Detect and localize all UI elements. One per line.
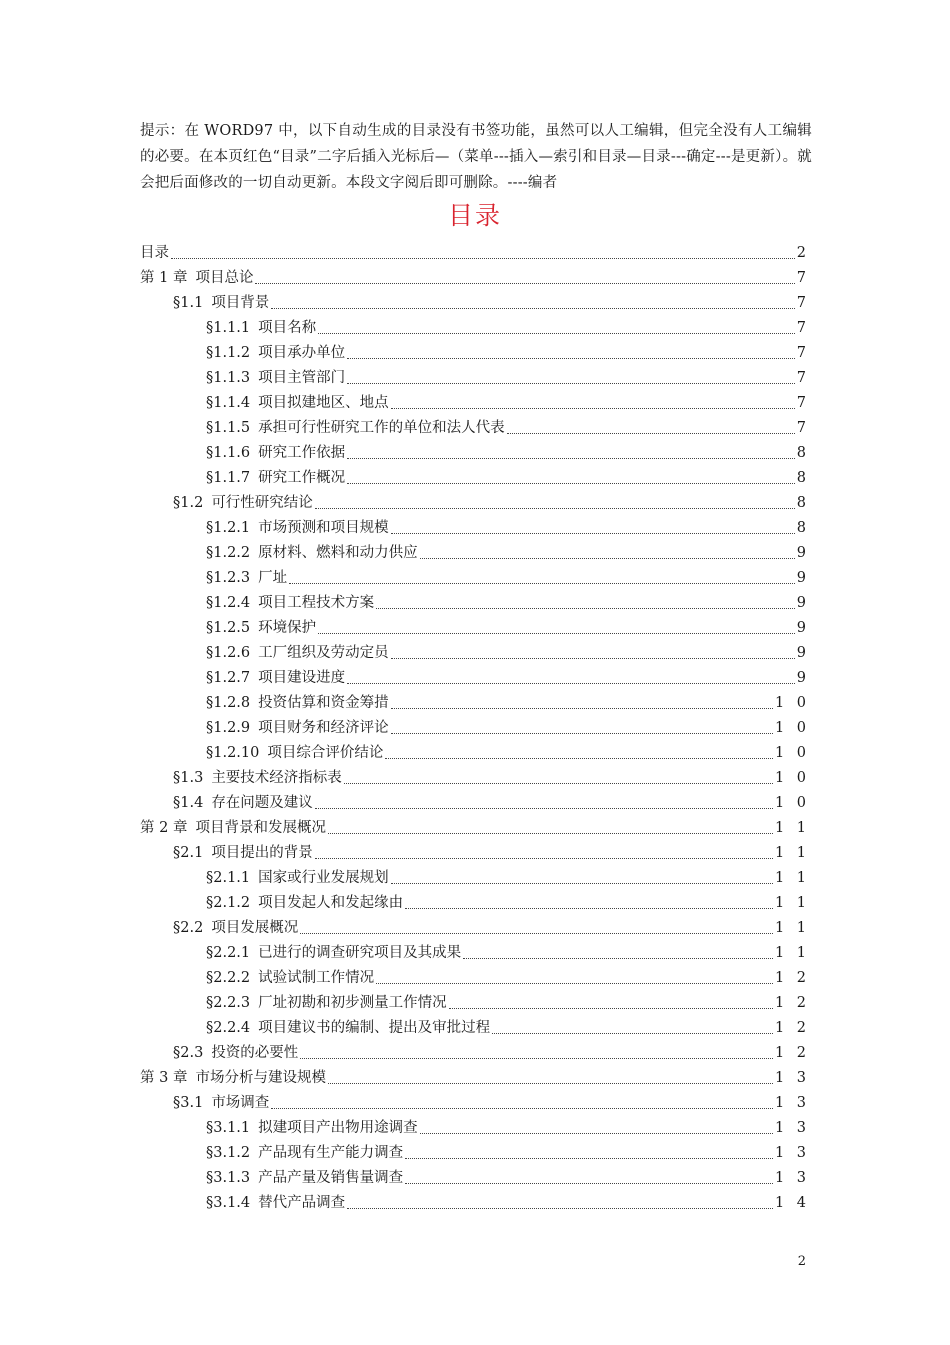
- toc-entry-label: 拟建项目产出物用途调查: [258, 1120, 418, 1136]
- toc-entry[interactable]: [140, 341, 810, 366]
- dot-leader: [300, 933, 773, 934]
- toc-entry-number: §1.2.5: [206, 620, 251, 636]
- toc-entry-number: §1.3: [173, 770, 204, 786]
- toc-entry-number: §3.1.1: [206, 1120, 251, 1136]
- toc-entry-number: §1.1.4: [206, 395, 251, 411]
- toc-entry-label: 项目发展概况: [211, 920, 299, 936]
- toc-entry-number: §2.1.1: [206, 870, 251, 886]
- toc-entry-label: 项目拟建地区、地点: [258, 395, 389, 411]
- toc-entry[interactable]: [140, 466, 810, 491]
- toc-entry-page: 9: [796, 545, 810, 561]
- editor-notice: 提示：在 WORD97 中，以下自动生成的目录没有书签功能，虽然可以人工编辑，但完全没有人工编辑的必要。在本页红色“目录”二字后插入光标后—（菜单---插入—索引和目录—目录---确定---是更新）。就会把后面修改的一切自动更新。本段文字阅后即可删除。----编者: [140, 123, 812, 191]
- toc-entry-page: 8: [796, 445, 810, 461]
- toc-entry-page: 8: [796, 520, 810, 536]
- toc-title[interactable]: 目录: [447, 201, 502, 230]
- toc-entry-number: §1.2: [173, 495, 204, 511]
- dot-leader: [315, 858, 773, 859]
- toc-entry[interactable]: [140, 1091, 810, 1116]
- toc-entry-number: §1.1.3: [206, 370, 251, 386]
- toc-entry[interactable]: [140, 616, 810, 641]
- toc-entry-label: 替代产品调查: [258, 1195, 346, 1211]
- toc-entry-page: 1 0: [774, 770, 810, 786]
- dot-leader: [449, 1008, 773, 1009]
- dot-leader: [463, 958, 773, 959]
- toc-entry-label: 目录: [140, 245, 169, 261]
- dot-leader: [420, 558, 795, 559]
- toc-entry-page: 1 1: [774, 820, 810, 836]
- toc-entry[interactable]: [140, 291, 810, 316]
- toc-entry-number: §1.1: [173, 295, 204, 311]
- toc-entry[interactable]: [140, 316, 810, 341]
- toc-entry-label: 项目提出的背景: [211, 845, 313, 861]
- toc-entry-page: 1 0: [774, 745, 810, 761]
- toc-entry-label: 项目主管部门: [258, 370, 346, 386]
- toc-entry-page: 1 1: [774, 870, 810, 886]
- toc-entry-page: 7: [796, 370, 810, 386]
- toc-entry[interactable]: [140, 1166, 810, 1191]
- toc-entry-label: 项目综合评价结论: [267, 745, 384, 761]
- toc-entry-number: §3.1.2: [206, 1145, 251, 1161]
- toc-entry-page: 1 3: [774, 1145, 810, 1161]
- dot-leader: [391, 883, 773, 884]
- dot-leader: [344, 783, 773, 784]
- toc-entry-page: 1 2: [774, 995, 810, 1011]
- toc-entry-page: 9: [796, 595, 810, 611]
- dot-leader: [347, 458, 795, 459]
- toc-entry-label: 研究工作依据: [258, 445, 346, 461]
- toc-entry[interactable]: [140, 691, 810, 716]
- toc-entry-number: §1.1.2: [206, 345, 251, 361]
- dot-leader: [391, 533, 795, 534]
- toc-entry-number: §2.3: [173, 1045, 204, 1061]
- dot-leader: [347, 358, 795, 359]
- toc-entry[interactable]: [140, 1016, 810, 1041]
- toc-entry[interactable]: [140, 841, 810, 866]
- toc-entry[interactable]: [140, 966, 810, 991]
- dot-leader: [405, 1183, 773, 1184]
- dot-leader: [318, 333, 795, 334]
- toc-entry[interactable]: [140, 416, 810, 441]
- toc-entry-page: 9: [796, 670, 810, 686]
- dot-leader: [391, 733, 773, 734]
- toc-entry-page: 1 3: [774, 1120, 810, 1136]
- toc-entry-number: §1.1.7: [206, 470, 251, 486]
- dot-leader: [405, 908, 773, 909]
- toc-entry-number: §1.1.6: [206, 445, 251, 461]
- toc-entry-number: §2.2.1: [206, 945, 251, 961]
- toc-entry-number: §1.2.8: [206, 695, 251, 711]
- toc-entry-label: 市场预测和项目规模: [258, 520, 389, 536]
- toc-entry[interactable]: [140, 866, 810, 891]
- toc-entry[interactable]: [140, 541, 810, 566]
- toc-entry-page: 7: [796, 270, 810, 286]
- toc-entry-page: 1 1: [774, 945, 810, 961]
- toc-entry-page: 9: [796, 620, 810, 636]
- toc-entry-page: 1 0: [774, 795, 810, 811]
- dot-leader: [376, 983, 773, 984]
- dot-leader: [376, 608, 795, 609]
- toc-entry-page: 7: [796, 420, 810, 436]
- toc-entry-label: 投资估算和资金筹措: [258, 695, 389, 711]
- toc-entry-number: §1.4: [173, 795, 204, 811]
- toc-entry[interactable]: [140, 391, 810, 416]
- toc-entry-number: §1.2.10: [206, 745, 260, 761]
- toc-entry[interactable]: [140, 1191, 810, 1216]
- toc-entry-number: §1.2.6: [206, 645, 251, 661]
- toc-entry-number: §1.2.4: [206, 595, 251, 611]
- toc-entry[interactable]: [140, 591, 810, 616]
- toc-entry-page: 1 2: [774, 1020, 810, 1036]
- toc-entry-page: 1 3: [774, 1095, 810, 1111]
- toc-entry-page: 7: [796, 295, 810, 311]
- toc-entry-label: 已进行的调查研究项目及其成果: [258, 945, 462, 961]
- toc-entry-page: 1 1: [774, 845, 810, 861]
- toc-entry[interactable]: [140, 366, 810, 391]
- toc-entry-number: §1.2.3: [206, 570, 251, 586]
- toc-entry-number: §2.1.2: [206, 895, 251, 911]
- toc-entry-label: 可行性研究结论: [211, 495, 313, 511]
- dot-leader: [420, 1133, 773, 1134]
- toc-entry-number: 第 3 章: [140, 1070, 188, 1086]
- toc-entry-number: §2.2.3: [206, 995, 251, 1011]
- page-number: 2: [797, 1254, 806, 1269]
- dot-leader: [171, 258, 795, 259]
- dot-leader: [300, 1058, 773, 1059]
- dot-leader: [271, 308, 794, 309]
- toc-entry-page: 1 2: [774, 970, 810, 986]
- toc-entry-label: 市场调查: [211, 1095, 270, 1111]
- toc-entry[interactable]: [140, 441, 810, 466]
- toc-entry-label: 原材料、燃料和动力供应: [258, 545, 418, 561]
- toc-entry-label: 试验试制工作情况: [258, 970, 375, 986]
- toc-entry-number: 第 2 章: [140, 820, 188, 836]
- toc-entry[interactable]: [140, 716, 810, 741]
- toc-entry-label: 投资的必要性: [211, 1045, 299, 1061]
- toc-entry-label: 主要技术经济指标表: [211, 770, 342, 786]
- toc-entry-page: 7: [796, 320, 810, 336]
- toc-entry-page: 9: [796, 570, 810, 586]
- toc-entry-label: 项目建议书的编制、提出及审批过程: [258, 1020, 491, 1036]
- toc-entry-label: 存在问题及建议: [211, 795, 313, 811]
- toc-entry-label: 厂址: [258, 570, 288, 586]
- toc-entry-label: 项目发起人和发起缘由: [258, 895, 404, 911]
- dot-leader: [315, 808, 773, 809]
- toc-entry[interactable]: [140, 891, 810, 916]
- dot-leader: [391, 658, 795, 659]
- toc-entry[interactable]: [140, 741, 810, 766]
- toc-entry[interactable]: [140, 991, 810, 1016]
- toc-entry-label: 国家或行业发展规划: [258, 870, 389, 886]
- table-of-contents: [140, 241, 810, 1216]
- toc-entry[interactable]: [140, 491, 810, 516]
- toc-entry-page: 1 1: [774, 895, 810, 911]
- toc-entry-page: 8: [796, 495, 810, 511]
- dot-leader: [328, 833, 773, 834]
- toc-entry-page: 2: [796, 245, 810, 261]
- toc-entry-page: 1 0: [774, 720, 810, 736]
- toc-entry[interactable]: [140, 266, 810, 291]
- toc-entry[interactable]: [140, 1141, 810, 1166]
- toc-entry-number: §1.2.2: [206, 545, 251, 561]
- toc-entry-label: 厂址初勘和初步测量工作情况: [258, 995, 447, 1011]
- toc-entry-page: 9: [796, 645, 810, 661]
- toc-entry[interactable]: [140, 666, 810, 691]
- toc-entry-number: §2.2.2: [206, 970, 251, 986]
- toc-entry-number: §1.2.9: [206, 720, 251, 736]
- toc-entry-label: 产品现有生产能力调查: [258, 1145, 404, 1161]
- toc-entry[interactable]: [140, 916, 810, 941]
- toc-entry-number: §1.1.5: [206, 420, 251, 436]
- dot-leader: [289, 583, 795, 584]
- dot-leader: [328, 1083, 773, 1084]
- dot-leader: [347, 383, 795, 384]
- toc-entry-number: §3.1.3: [206, 1170, 251, 1186]
- toc-entry-label: 研究工作概况: [258, 470, 346, 486]
- toc-entry-page: 1 2: [774, 1045, 810, 1061]
- toc-entry[interactable]: [140, 641, 810, 666]
- dot-leader: [318, 633, 795, 634]
- toc-entry-label: 产品产量及销售量调查: [258, 1170, 404, 1186]
- toc-entry[interactable]: [140, 516, 810, 541]
- toc-entry-number: §1.2.1: [206, 520, 251, 536]
- dot-leader: [492, 1033, 773, 1034]
- toc-entry-label: 工厂组织及劳动定员: [258, 645, 389, 661]
- toc-entry-page: 1 3: [774, 1070, 810, 1086]
- toc-entry[interactable]: [140, 766, 810, 791]
- toc-entry-number: §2.1: [173, 845, 204, 861]
- toc-entry[interactable]: [140, 941, 810, 966]
- toc-entry-label: 市场分析与建设规模: [195, 1070, 326, 1086]
- dot-leader: [347, 483, 795, 484]
- toc-entry-label: 项目建设进度: [258, 670, 346, 686]
- toc-entry-label: 项目承办单位: [258, 345, 346, 361]
- toc-entry-label: 项目财务和经济评论: [258, 720, 389, 736]
- toc-entry[interactable]: [140, 566, 810, 591]
- toc-entry[interactable]: [140, 816, 810, 841]
- toc-entry-number: §3.1.4: [206, 1195, 251, 1211]
- toc-entry[interactable]: [140, 791, 810, 816]
- toc-entry-page: 7: [796, 345, 810, 361]
- toc-entry[interactable]: [140, 241, 810, 266]
- toc-entry-page: 1 1: [774, 920, 810, 936]
- dot-leader: [391, 708, 773, 709]
- toc-entry-page: 8: [796, 470, 810, 486]
- dot-leader: [271, 1108, 773, 1109]
- dot-leader: [315, 508, 795, 509]
- toc-entry-number: §1.2.7: [206, 670, 251, 686]
- toc-entry[interactable]: [140, 1041, 810, 1066]
- toc-entry-page: 1 3: [774, 1170, 810, 1186]
- dot-leader: [507, 433, 795, 434]
- toc-entry-page: 1 0: [774, 695, 810, 711]
- dot-leader: [385, 758, 773, 759]
- toc-entry-number: 第 1 章: [140, 270, 188, 286]
- toc-entry-page: 7: [796, 395, 810, 411]
- toc-entry-label: 项目背景和发展概况: [195, 820, 326, 836]
- dot-leader: [255, 283, 794, 284]
- dot-leader: [391, 408, 795, 409]
- toc-entry-label: 项目背景: [211, 295, 270, 311]
- toc-entry-label: 环境保护: [258, 620, 317, 636]
- toc-entry-label: 项目总论: [195, 270, 254, 286]
- dot-leader: [347, 683, 795, 684]
- toc-entry-page: 1 4: [774, 1195, 810, 1211]
- toc-entry-number: §3.1: [173, 1095, 204, 1111]
- toc-entry-label: 项目名称: [258, 320, 317, 336]
- toc-entry-number: §2.2.4: [206, 1020, 251, 1036]
- toc-entry-number: §2.2: [173, 920, 204, 936]
- toc-entry-number: §1.1.1: [206, 320, 251, 336]
- toc-entry[interactable]: [140, 1116, 810, 1141]
- toc-entry-label: 承担可行性研究工作的单位和法人代表: [258, 420, 505, 436]
- toc-entry-label: 项目工程技术方案: [258, 595, 375, 611]
- dot-leader: [405, 1158, 773, 1159]
- dot-leader: [347, 1208, 773, 1209]
- toc-entry[interactable]: [140, 1066, 810, 1091]
